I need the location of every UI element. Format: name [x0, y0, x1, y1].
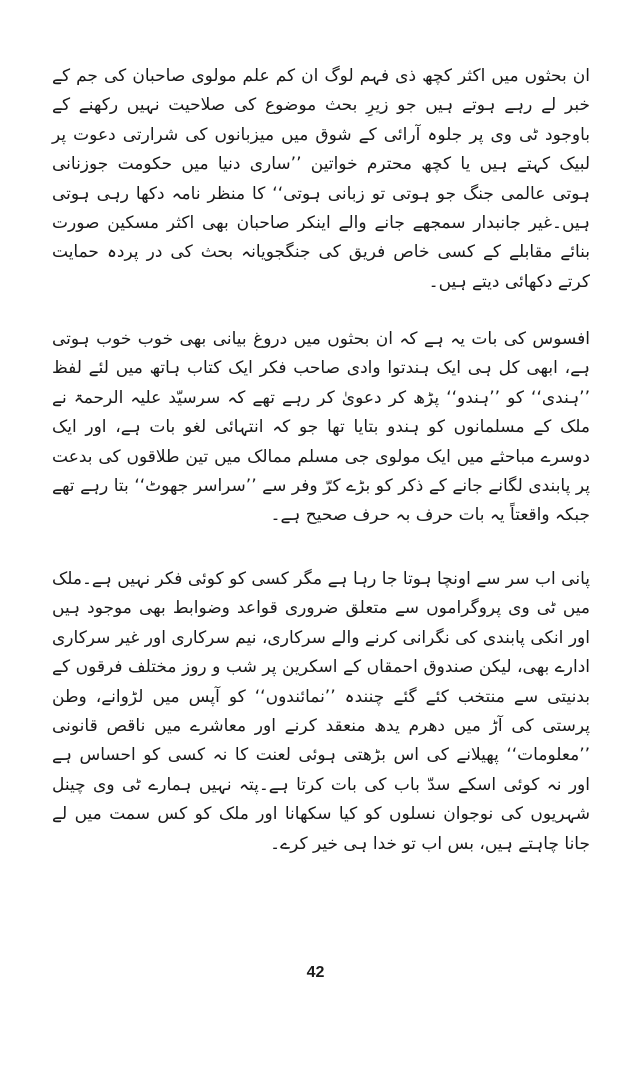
paragraph-3 — [52, 565, 590, 859]
paragraph-text: افسوس کی بات یہ ہے کہ ان بحثوں میں دروغ بیانی بھی خوب خوب ہوتی ہے، ابھی کل ہی ایک ہندتوا وادی صاحب فکر ایک کتاب ہاتھ میں لئے لفظ ’’ہندی‘‘ کو ’’ہندو‘‘ پڑھ کر دعویٰ کر رہے تھے کہ سرسیّد علیہ الرحمۃ نے ملک کے مسلمانوں کو ہندو بتایا تھا جو کہ انتہائی لغو بات ہے، اور ایک دوسرے مباحثے میں ایک مولوی جی مسلم ممالک میں تین طلاقوں کی بدعت پر پابندی لگانے جانے کے ذکر کو بڑے کرّ وفر سے ’’سراسر جھوٹ‘‘ بتا رہے تھے جبکہ واقعتاً یہ بات حرف بہ حرف صحیح ہے۔ — [52, 329, 590, 526]
page-number: 42 — [306, 964, 325, 981]
paragraph-2 — [52, 325, 590, 531]
paragraph-text: پانی اب سر سے اونچا ہوتا جا رہا ہے مگر کسی کو کوئی فکر نہیں ہے۔ملک میں ٹی وی پروگراموں سے متعلق ضروری قواعد وضوابط بھی موجود ہیں اور انکی پابندی کی نگرانی کرنے والے سرکاری، نیم سرکاری اور غیر سرکاری ادارے بھی، لیکن صندوق احمقاں کے اسکرین پر شب و روز مختلف فرقوں کے بدنیتی سے منتخب کئے گئے چنندہ ’’نمائندوں‘‘ کو آپس میں لڑوانے، وطن پرستی کی آڑ میں دھرم یدھ منعقد کرنے اور معاشرے میں ناقص قانونی ’’معلومات‘‘ پھیلانے کی اس بڑھتی ہوئی لعنت کا نہ کسی کو احساس ہے اور نہ کوئی اسکے سدّ باب کی بات کرتا ہے۔پتہ نہیں ہمارے ٹی وی چینل شہریوں کی نوجوان نسلوں کو کیا سکھانا اور ملک کو کس سمت میں لے جانا چاہتے ہیں، بس اب تو خدا ہی خیر کرے۔ — [52, 569, 590, 854]
paragraph-1 — [52, 62, 590, 297]
paragraph-text: ان بحثوں میں اکثر کچھ ذی فہم لوگ ان کم علم مولوی صاحبان کی جم کے خبر لے رہے ہوتے ہیں جو زیرِ بحث موضوع کی صلاحیت نہیں رکھنے کے باوجود ٹی وی پر جلوہ آرائی کے شوق میں میزبانوں کی شرارتی دعوت پر لبیک کہتے ہیں یا کچھ محترم خواتین ’’ساری دنیا میں حکومت جوزنانی ہوتی عالمی جنگ جو ہوتی تو زبانی ہوتی‘‘ کا منظر نامہ دکھا رہی ہوتی ہیں۔غیر جانبدار سمجھے جانے والے اینکر صاحبان بھی اکثر مسکین صورت بنائے مقابلے کے کسی خاص فریق کی جنگجویانہ بحث کی در پردہ حمایت کرتے دکھائی دیتے ہیں۔ — [52, 66, 590, 292]
